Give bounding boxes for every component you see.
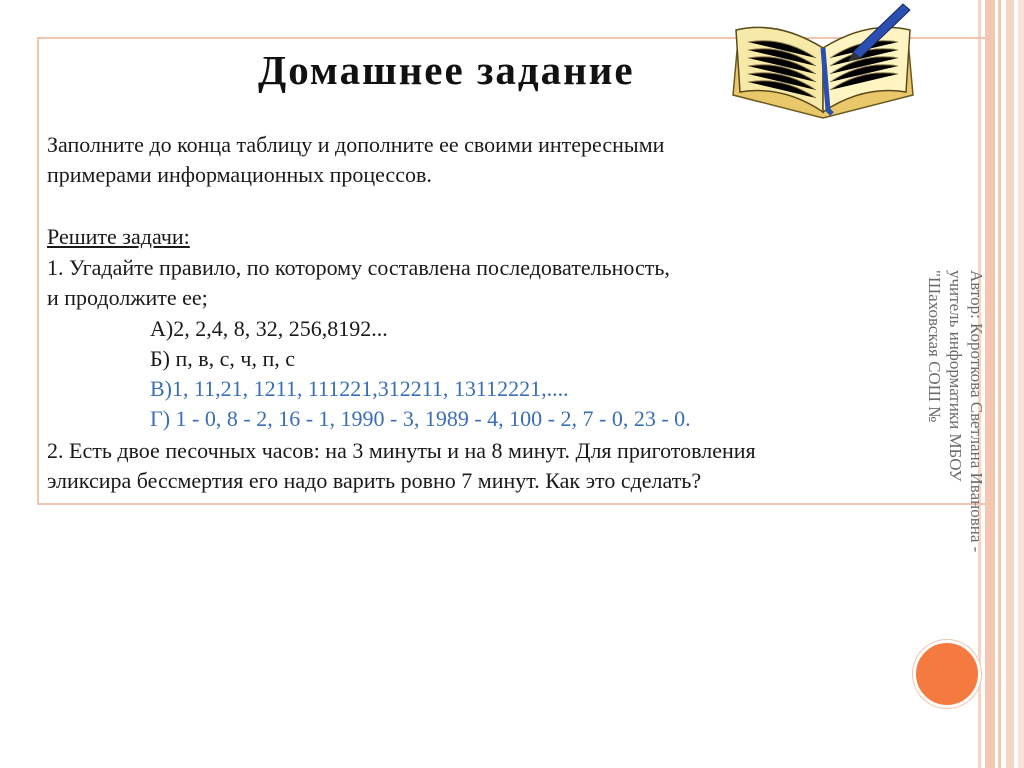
- decor-stripe: [998, 0, 1001, 768]
- author-sidebar: [924, 270, 987, 600]
- open-book-with-pen-icon: [728, 0, 918, 125]
- task1-item-d: Г) 1 - 0, 8 - 2, 16 - 1, 1990 - 3, 1989 - 4, 100 - 2, 7 - 0, 23 - 0.: [150, 406, 691, 431]
- homework-paragraph-line: Заполните до конца таблицу и дополните ее своими интересными: [47, 132, 665, 157]
- decor-stripe: [1006, 0, 1014, 768]
- author-line: Автор: Короткова Светлана Ивановна -: [967, 270, 986, 553]
- task1-line: 1. Угадайте правило, по которому составлена последовательность,: [47, 255, 670, 280]
- task1-line: и продолжите ее;: [47, 285, 208, 310]
- decor-circle: [913, 640, 981, 708]
- decor-stripe: [1018, 0, 1024, 768]
- homework-paragraph-line: примерами информационных процессов.: [47, 162, 432, 187]
- author-line: "Шаховская СОШ №: [925, 270, 944, 423]
- task2-line: эликсира бессмертия его надо варить ровно 7 минут. Как это сделать?: [47, 468, 702, 493]
- slide-title: Домашнее задание: [258, 47, 635, 93]
- task1-item-a: А)2, 2,4, 8, 32, 256,8192...: [150, 316, 388, 341]
- tasks-heading: Решите задачи:: [47, 224, 190, 249]
- author-line: учитель информатики МБОУ: [946, 270, 965, 482]
- task1-item-c: В)1, 11,21, 1211, 111221,312211, 13112221,....: [150, 376, 569, 401]
- task1-item-b: Б) п, в, с, ч, п, с: [150, 346, 295, 371]
- task2-line: 2. Есть двое песочных часов: на 3 минуты и на 8 минут. Для приготовления: [47, 438, 756, 463]
